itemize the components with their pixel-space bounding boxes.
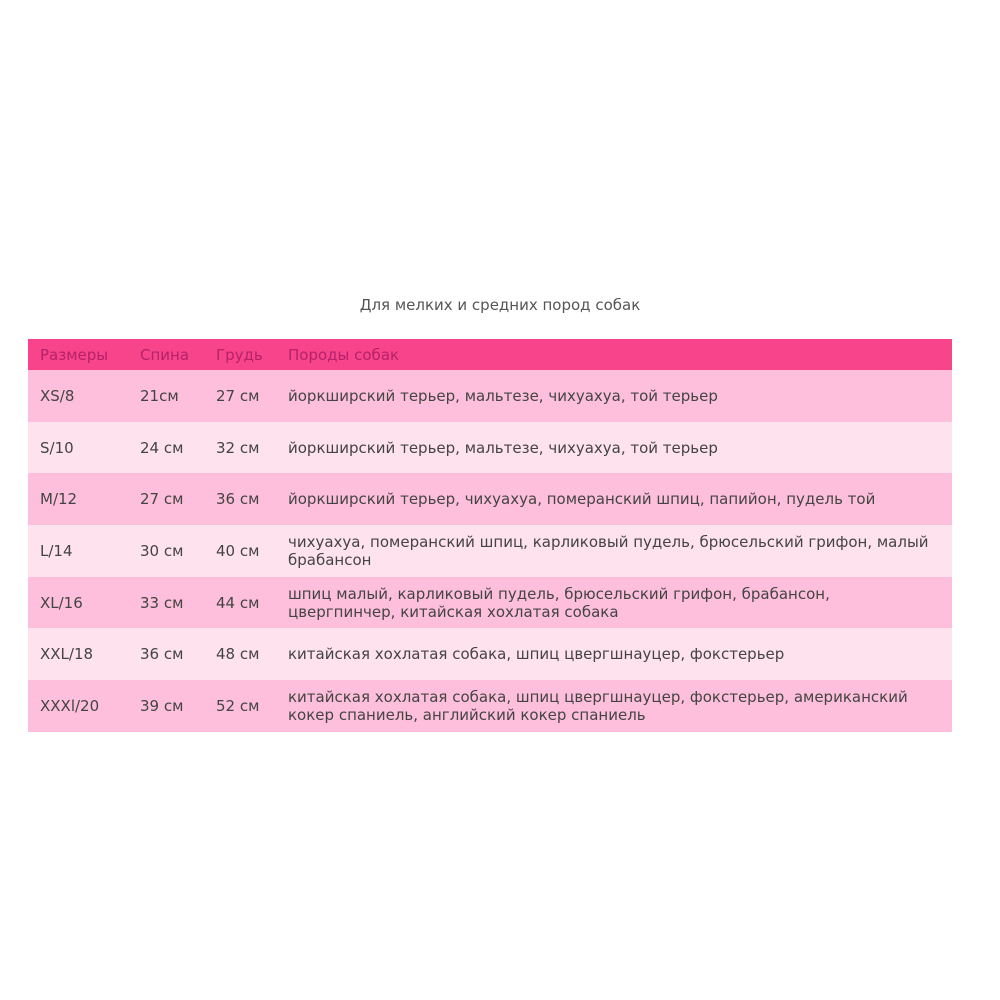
cell-size: M/12	[40, 490, 78, 509]
cell-back: 24 см	[140, 438, 184, 457]
table-row	[28, 577, 952, 629]
size-chart-table	[28, 339, 952, 732]
cell-breeds: чихуахуа, померанский шпиц, карликовый пудель, брюсельский грифон, малый брабансон	[288, 532, 929, 569]
cell-breeds: йоркширский терьер, мальтезе, чихуахуа, той терьер	[288, 438, 718, 457]
cell-size: XXXl/20	[40, 696, 100, 715]
cell-breeds: шпиц малый, карликовый пудель, брюсельский грифон, брабансон, цвергпинчер, китайская хохлатая собака	[288, 584, 830, 621]
cell-breeds: китайская хохлатая собака, шпиц цвергшнауцер, фокстерьер, американский кокер спаниель, английский кокер спаниель	[288, 687, 908, 724]
cell-back: 30 см	[140, 541, 184, 560]
table-row	[28, 680, 952, 732]
cell-size: S/10	[40, 438, 74, 457]
cell-chest: 27 см	[216, 386, 260, 405]
cell-size: XL/16	[40, 593, 83, 612]
header-chest: Грудь	[216, 345, 263, 364]
table-row	[28, 422, 952, 474]
cell-chest: 52 см	[216, 696, 260, 715]
cell-back: 39 см	[140, 696, 184, 715]
table-row	[28, 473, 952, 525]
cell-breeds: йоркширский терьер, мальтезе, чихуахуа, той терьер	[288, 386, 718, 405]
cell-size: XXL/18	[40, 645, 94, 664]
cell-size: L/14	[40, 541, 73, 560]
cell-chest: 32 см	[216, 438, 260, 457]
cell-back: 36 см	[140, 645, 184, 664]
table-row	[28, 525, 952, 577]
cell-chest: 48 см	[216, 645, 260, 664]
cell-size: XS/8	[40, 386, 75, 405]
cell-breeds: китайская хохлатая собака, шпиц цвергшнауцер, фокстерьер	[288, 645, 785, 664]
table-header-row	[28, 339, 952, 370]
cell-chest: 44 см	[216, 593, 260, 612]
header-back: Спина	[140, 345, 190, 364]
table-row	[28, 628, 952, 680]
table-title: Для мелких и средних пород собак	[359, 296, 641, 314]
cell-back: 21см	[140, 386, 179, 405]
cell-breeds: йоркширский терьер, чихуахуа, померанский шпиц, папийон, пудель той	[288, 490, 876, 509]
table-row	[28, 370, 952, 422]
cell-back: 33 см	[140, 593, 184, 612]
header-size: Размеры	[40, 345, 109, 364]
cell-back: 27 см	[140, 490, 184, 509]
header-breeds: Породы собак	[288, 345, 400, 364]
cell-chest: 40 см	[216, 541, 260, 560]
cell-chest: 36 см	[216, 490, 260, 509]
